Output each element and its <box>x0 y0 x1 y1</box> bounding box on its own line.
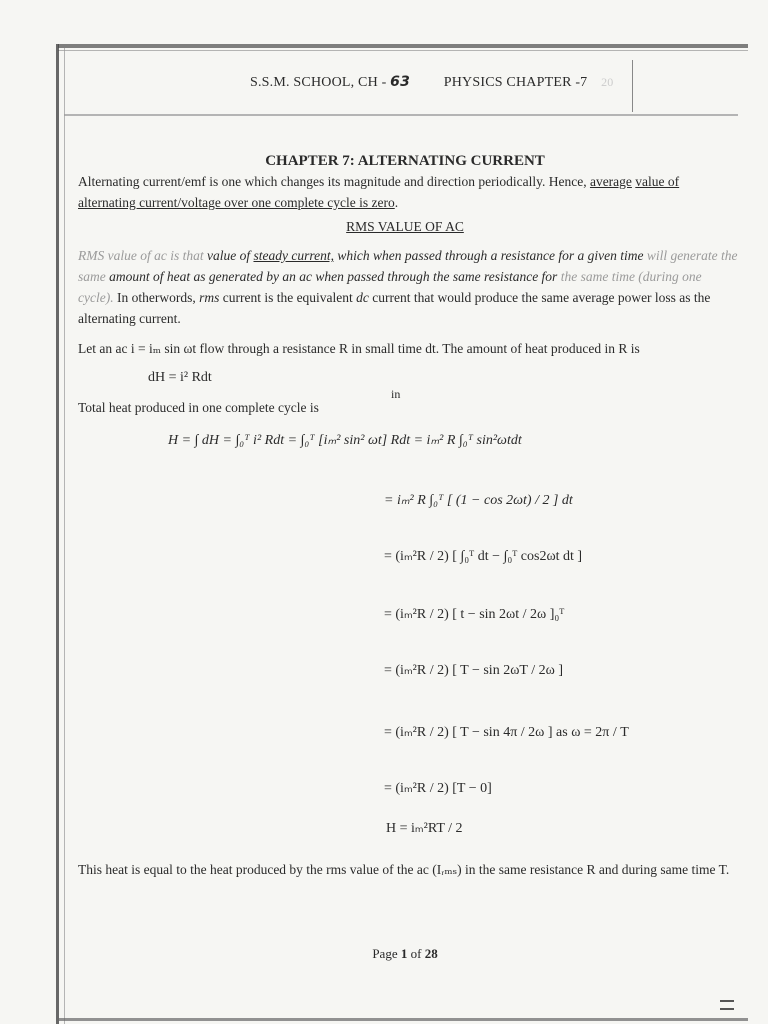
section-subtitle: RMS VALUE OF AC <box>346 219 464 234</box>
border-left <box>56 44 59 1024</box>
equation-1: H = ∫ dH = ∫₀ᵀ i² Rdt = ∫₀ᵀ [iₘ² sin² ωt] Rdt = iₘ² R ∫₀ᵀ sin²ωtdt <box>168 433 522 448</box>
corner-marks <box>720 1000 734 1010</box>
equation-3: = (iₘ²R / 2) [ ∫₀ᵀ dt − ∫₀ᵀ cos2ωt dt ] <box>384 549 583 564</box>
rms-definition <box>78 245 738 329</box>
footer-page-number: 1 <box>400 946 408 961</box>
def-plain-a: In otherwords, <box>113 290 200 305</box>
intro-text: Alternating current/emf is one which changes its magnitude and direction periodically. Hence, <box>78 174 590 189</box>
equation-7: = (iₘ²R / 2) [T − 0] <box>384 781 492 796</box>
equation-2: = iₘ² R ∫₀ᵀ [ (1 − cos 2ωt) / 2 ] dt <box>384 493 573 508</box>
school-number: 63 <box>390 74 411 90</box>
school-name: S.S.M. SCHOOL, CH - <box>250 75 387 90</box>
intro-end: . <box>394 195 399 210</box>
let-line: Let an ac i = iₘ sin ωt flow through a resistance R in small time dt. The amount of heat produced in R is <box>78 341 640 356</box>
equation-8: H = iₘ²RT / 2 <box>386 821 463 836</box>
border-bottom <box>58 1018 748 1021</box>
intro-underline-2: value of alternating current/voltage over one complete cycle is zero <box>78 174 680 210</box>
page-header <box>250 74 614 91</box>
def-italic-c: amount of heat as generated by an ac when passed through the same resistance for <box>105 269 561 284</box>
margin-note: in <box>391 387 401 401</box>
border-left-inner <box>64 48 65 1024</box>
footer-total-pages: 28 <box>424 946 438 961</box>
def-faint-b: will generate the same <box>78 248 738 284</box>
header-box-divider <box>632 60 633 112</box>
header-rule <box>64 114 738 116</box>
border-top-inner <box>58 50 748 51</box>
footer-of: of <box>407 946 425 961</box>
def-plain-b: current is the equivalent <box>219 290 357 305</box>
def-faint-a: RMS value of ac is that <box>78 248 204 263</box>
dh-equation: dH = i² Rdt <box>148 370 212 385</box>
def-steady-current: steady current, <box>253 248 334 263</box>
def-rms: rms <box>199 290 220 305</box>
equation-4: = (iₘ²R / 2) [ t − sin 2ωt / 2ω ]₀ᵀ <box>384 607 565 622</box>
def-italic-a: value of <box>203 248 254 263</box>
conclusion-paragraph: This heat is equal to the heat produced by the rms value of the ac (Iᵣₘₛ) in the same resistance R and during same time T. <box>78 862 730 877</box>
footer-prefix: Page <box>372 946 401 961</box>
chapter-label: PHYSICS CHAPTER -7 <box>443 75 588 90</box>
border-top <box>58 44 748 48</box>
def-dc: dc <box>356 290 369 305</box>
def-faint-c: the same time (during one cycle). <box>78 269 702 305</box>
equation-6: = (iₘ²R / 2) [ T − sin 4π / 2ω ] as ω = 2π / T <box>384 725 629 740</box>
faded-mark: 20 <box>601 75 614 89</box>
intro-underline-1: average <box>589 174 632 189</box>
equation-5: = (iₘ²R / 2) [ T − sin 2ωT / 2ω ] <box>384 663 563 678</box>
def-italic-b: which when passed through a resistance for a given time <box>333 248 647 263</box>
page-footer <box>0 946 768 962</box>
chapter-title: CHAPTER 7: ALTERNATING CURRENT <box>265 153 545 169</box>
def-plain-c: current that would produce the same average power loss as the alternating current. <box>78 290 711 326</box>
total-heat-line: Total heat produced in one complete cycle is <box>78 400 319 415</box>
intro-paragraph <box>78 171 738 213</box>
